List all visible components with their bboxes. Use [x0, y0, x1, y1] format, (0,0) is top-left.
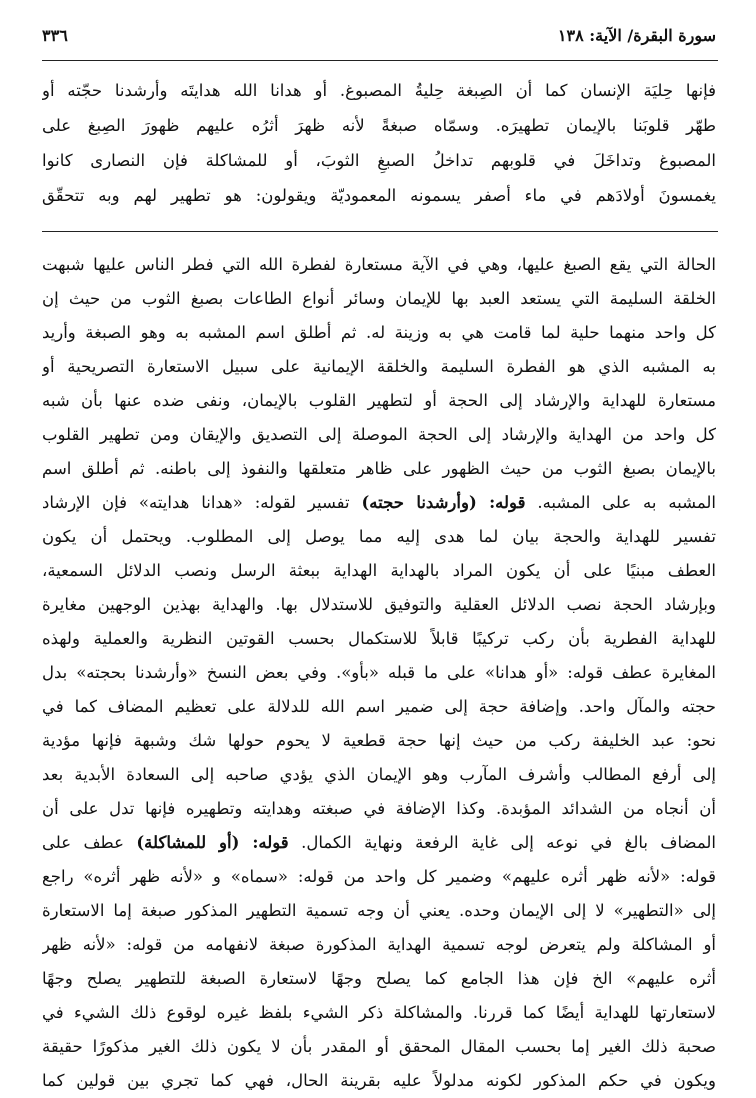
commentary-line — [42, 928, 716, 962]
commentary-line — [42, 996, 716, 1030]
commentary-line — [42, 248, 716, 282]
text-segment: تفسير لقوله: «هدانا هدايته» فإن الإرشاد — [42, 493, 362, 512]
bold-lemma: قوله: (وأرشدنا حجته) — [361, 493, 526, 512]
text-segment: نحو: عبد الخليفة ركب من حيث إنها حجة قطعية لا يحوم حولها شك وشبهة فإنها مؤدية — [42, 731, 716, 750]
main_text-line — [42, 178, 716, 213]
commentary-line — [42, 418, 716, 452]
running-header — [42, 26, 716, 52]
main_text-line — [42, 108, 716, 143]
main-text — [42, 73, 716, 213]
commentary-line — [42, 860, 716, 894]
text-segment: قوله: «لأنه ظهر أثره عليهم» وضمير كل واحد من قوله: «سماه» و «لأنه ظهر أثره» راجع — [42, 867, 716, 886]
text-segment: إلى أرفع المطالب وأشرف المآرب وهو الإيمان الذي يؤدي صاحبه إلى السعادة الأبدية بعد — [42, 765, 716, 784]
commentary-line — [42, 554, 716, 588]
commentary-line — [42, 792, 716, 826]
text-segment: إلى «التطهير» لا إلى الإيمان وحده. يعني أن وجه تسمية التطهير المذكور صبغة إما الاستعارة — [42, 901, 716, 920]
text-segment: لاستعارتها للهداية أيضًا كما قررنا. والمشاكلة ذكر الشيء بلفظ غيره لوقوع ذلك الشيء في — [42, 1003, 716, 1022]
text-segment: أثره عليهم» الخ فإن هذا الجامع كما يصلح وجهًا لاستعارة الصبغة للتطهير يصلح وجهًا — [42, 969, 716, 988]
text-segment: العطف مبنيًا على أن يكون المراد بالهداية الهداية ببعثة الرسل ونصب الدلائل السمعية، — [42, 561, 716, 580]
text-segment: الخلقة السليمة التي يستعد العبد بها للإيمان وسائر أنواع الطاعات بصبغ الثوب من حيث إن — [42, 289, 716, 308]
text-segment: بالإيمان بصبغ الثوب من حيث الظهور على ظاهر متعلقها والنفوذ إلى باطنه. ثم أطلق اسم — [42, 459, 716, 478]
commentary-line — [42, 1064, 716, 1098]
text-segment: حجته والمآل واحد. وإضافة حجة إلى ضمير اسم الله للدلالة على تعظيم المضاف كما في — [42, 697, 716, 716]
commentary-line — [42, 894, 716, 928]
text-segment: كل واحد من الهداية والإرشاد إلى الحجة الموصلة إلى التصديق والإيقان ومن تطهير القلوب — [42, 425, 716, 444]
text-segment: به المشبه الذي هو الفطرة السليمة والخلقة الإيمانية على سبيل الاستعارة التصريحية أو — [42, 357, 716, 376]
page-number: ٣٣٦ — [42, 26, 68, 45]
text-segment: أن أنجاه من الشدائد المؤبدة. وكذا الإضافة في صبغته وهدايته وتطهيره فإنها تدل على أن — [42, 799, 716, 818]
commentary-line — [42, 758, 716, 792]
commentary-line — [42, 282, 716, 316]
commentary-line — [42, 520, 716, 554]
text-segment: وبإرشاد الحجة نصب الدلائل العقلية والتوفيق للاستدلال بها. والهداية بهذين الوجهين مغايرة — [42, 595, 716, 614]
text-segment: طهّر قلوبَنا بالإيمان تطهيرَه. وسمّاه صبغةً لأنه ظهرَ أثرُه عليهم ظهورَ الصِبغ على — [42, 116, 716, 135]
text-segment: المصبوغ وتداخَلَ في قلوبهم تداخلُ الصبغِ الثوبَ، أو للمشاكلة فإن النصارى كانوا — [42, 151, 716, 170]
text-segment: ويكون في حكم المذكور لكونه مدلولاً عليه بقرينة الحال، فهي كما تجري بين قولين كما — [42, 1071, 716, 1090]
text-segment: مستعارة للهداية والإرشاد إلى الحجة أو لتطهير القلوب بالإيمان، ونفى ضده عنها بأن شبه — [42, 391, 716, 410]
text-segment: يغمسونَ أولادَهم في ماء أصفر يسمونه المعموديّة ويقولون: هو تطهير لهم وبه تتحقّق — [42, 186, 716, 205]
text-segment: تفسير للهداية والحجة بيان لما هدى إليه مما يوصل إلى المطلوب. ويحتمل أن يكون — [42, 527, 716, 546]
commentary-line — [42, 962, 716, 996]
text-segment: أو المشاكلة ولم يتعرض لوجه تسمية الهداية المذكورة صبغة لانفهامه من قوله: «لأنه ظهر — [42, 935, 716, 954]
commentary-line — [42, 622, 716, 656]
commentary-separator — [42, 231, 718, 232]
text-segment: المغايرة عطف قوله: «أو هدانا» على ما قبله «بأو». وفي بعض النسخ «وأرشدنا بحجته» بدل — [42, 663, 716, 682]
text-segment: كل واحد منهما حلية لما قامت هي به وزينة له. ثم أطلق اسم المشبه به وهو الصبغة وأريد — [42, 323, 716, 342]
text-segment: المشبه به على المشبه. — [525, 493, 716, 512]
text-segment: للهداية الفطرية بأن ركب تركيبًا قابلاً للاستكمال بحسب القوتين النظرية والعملية ولهذه — [42, 629, 716, 648]
commentary-line — [42, 1030, 716, 1064]
commentary-line — [42, 690, 716, 724]
main_text-line — [42, 73, 716, 108]
text-segment: المضاف بالغ في نوعه إلى غاية الرفعة ونهاية الكمال. — [288, 833, 716, 852]
commentary-line — [42, 316, 716, 350]
main_text-line — [42, 143, 716, 178]
text-segment: صحبة ذلك الغير إما بحسب المقال المحقق أو المقدر بأن لا يكون ذلك الغير مذكورًا حقيقة — [42, 1037, 716, 1056]
commentary-line — [42, 588, 716, 622]
commentary-line — [42, 724, 716, 758]
commentary-line — [42, 452, 716, 486]
bold-lemma: قوله: (أو للمشاكلة) — [136, 833, 289, 852]
commentary-line — [42, 384, 716, 418]
commentary-text — [42, 248, 716, 1098]
text-segment: فإنها حِليَة الإنسان كما أن الصِبغة حِليةُ المصبوغ. أو هدانا الله هدايتَه وأرشدنا حجّته أو — [42, 81, 716, 100]
surah-verse-title: سورة البقرة/ الآية: ١٣٨ — [557, 26, 716, 45]
commentary-line — [42, 656, 716, 690]
text-segment: الحالة التي يقع الصبغ عليها، وهي في الآية مستعارة لفطرة الله التي فطر الناس عليها شبهت — [42, 255, 716, 274]
commentary-line — [42, 826, 716, 860]
text-segment: عطف على — [42, 833, 137, 852]
header-rule — [42, 60, 718, 61]
commentary-line — [42, 350, 716, 384]
commentary-line — [42, 486, 716, 520]
